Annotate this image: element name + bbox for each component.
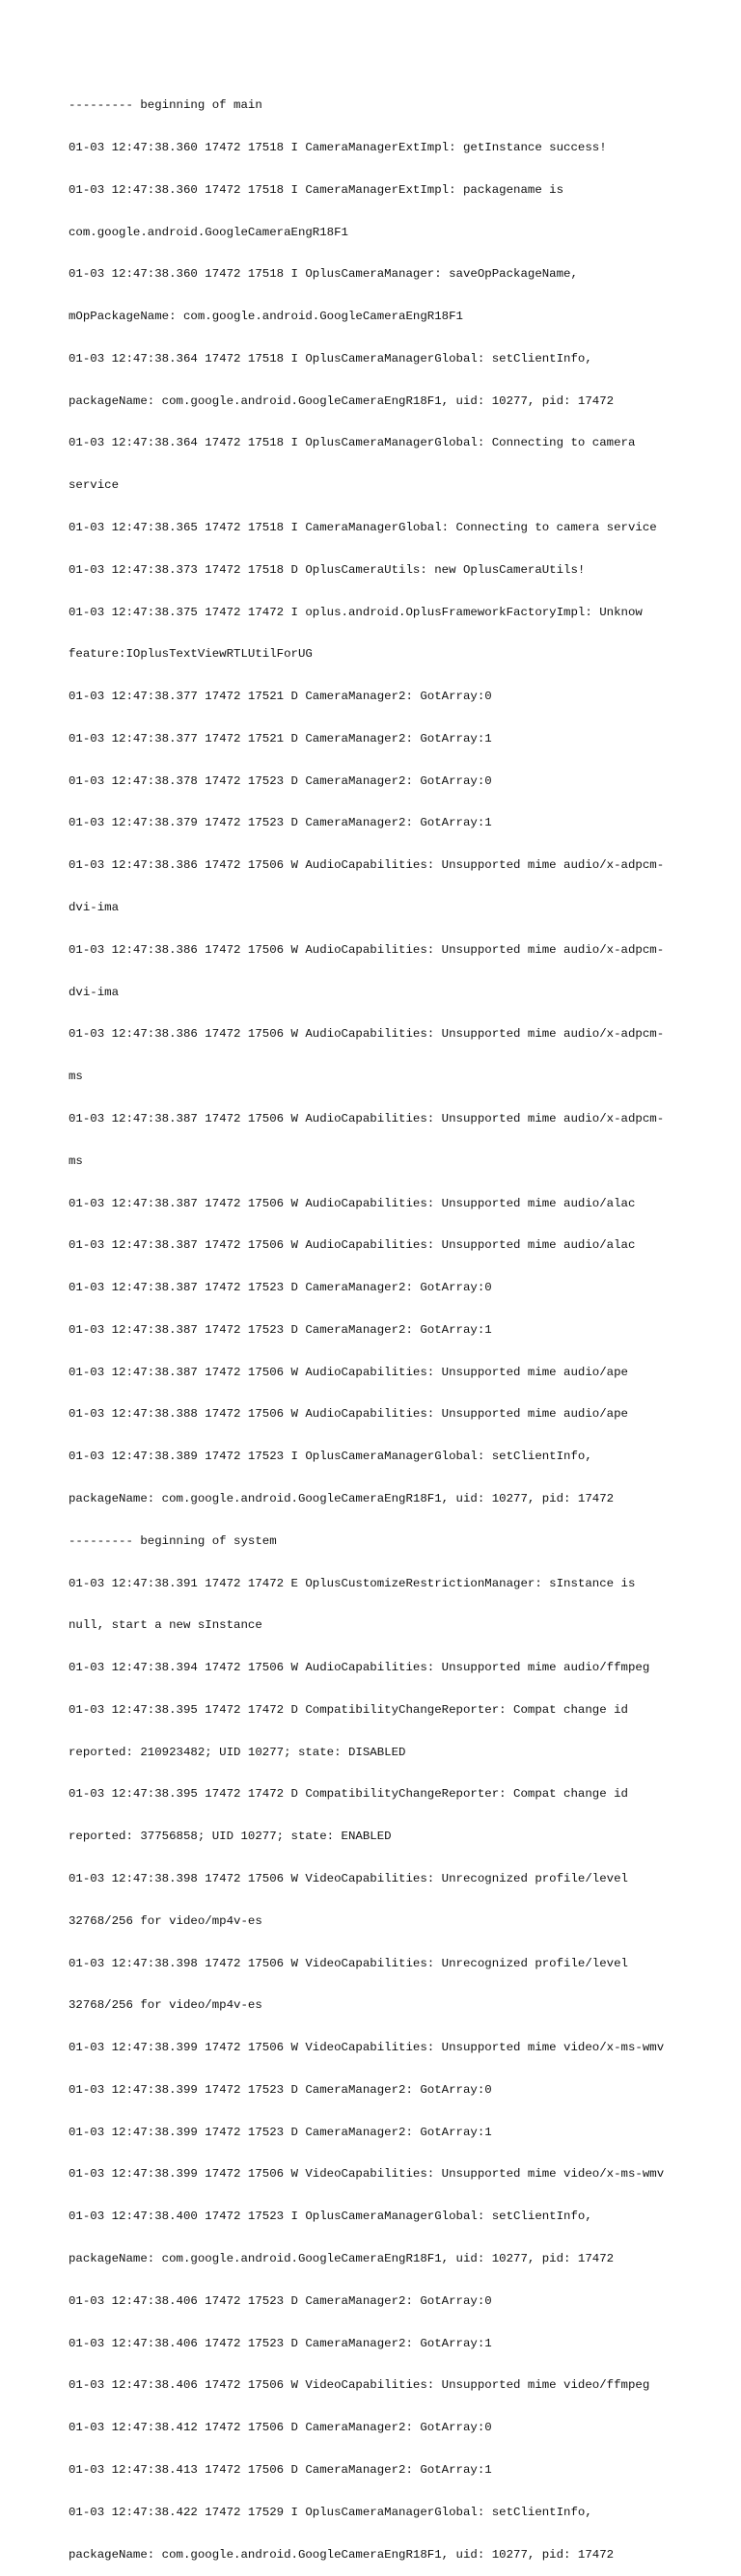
log-line: 01-03 12:47:38.395 17472 17472 D CompatibilityChangeReporter: Compat change id: [69, 1702, 628, 1717]
log-line: 01-03 12:47:38.406 17472 17523 D CameraManager2: GotArray:1: [69, 2336, 492, 2350]
log-line: 01-03 12:47:38.360 17472 17518 I CameraManagerExtImpl: getInstance success!: [69, 140, 607, 154]
log-line: service: [69, 478, 120, 493]
log-line: 01-03 12:47:38.395 17472 17472 D CompatibilityChangeReporter: Compat change id: [69, 1787, 628, 1802]
log-line: 01-03 12:47:38.413 17472 17506 D CameraManager2: GotArray:1: [69, 2462, 492, 2477]
log-line: 01-03 12:47:38.387 17472 17506 W AudioCapabilities: Unsupported mime audio/alac: [69, 1196, 636, 1210]
log-line: 01-03 12:47:38.412 17472 17506 D CameraManager2: GotArray:0: [69, 2421, 492, 2435]
log-line: 01-03 12:47:38.364 17472 17518 I OplusCameraManagerGlobal: Connecting to camera: [69, 436, 636, 450]
log-line: 01-03 12:47:38.387 17472 17506 W AudioCapabilities: Unsupported mime audio/ape: [69, 1365, 628, 1379]
log-line: 01-03 12:47:38.406 17472 17523 D CameraManager2: GotArray:0: [69, 2293, 492, 2308]
log-line: dvi-ima: [69, 985, 120, 999]
log-line: 01-03 12:47:38.399 17472 17506 W VideoCapabilities: Unsupported mime video/x-ms-wmv: [69, 2041, 665, 2055]
log-line: 01-03 12:47:38.375 17472 17472 I oplus.android.OplusFrameworkFactoryImpl: Unknow: [69, 605, 643, 619]
log-line: ms: [69, 1070, 83, 1084]
log-line: 01-03 12:47:38.422 17472 17529 I OplusCameraManagerGlobal: setClientInfo,: [69, 2505, 592, 2519]
log-line: 01-03 12:47:38.400 17472 17523 I OplusCameraManagerGlobal: setClientInfo,: [69, 2210, 592, 2224]
log-line: 01-03 12:47:38.378 17472 17523 D CameraManager2: GotArray:0: [69, 773, 492, 788]
log-line: 01-03 12:47:38.387 17472 17506 W AudioCapabilities: Unsupported mime audio/alac: [69, 1238, 636, 1253]
log-line: 01-03 12:47:38.373 17472 17518 D OplusCameraUtils: new OplusCameraUtils!: [69, 562, 586, 577]
log-line: 01-03 12:47:38.387 17472 17523 D CameraManager2: GotArray:0: [69, 1281, 492, 1295]
log-line: 01-03 12:47:38.399 17472 17523 D CameraManager2: GotArray:0: [69, 2082, 492, 2097]
log-line: reported: 210923482; UID 10277; state: DISABLED: [69, 1745, 406, 1759]
log-line: 01-03 12:47:38.386 17472 17506 W AudioCapabilities: Unsupported mime audio/x-adpcm-: [69, 1027, 665, 1042]
log-line: 01-03 12:47:38.386 17472 17506 W AudioCapabilities: Unsupported mime audio/x-adpcm-: [69, 942, 665, 957]
log-line: --------- beginning of main: [69, 98, 262, 113]
log-line: 01-03 12:47:38.386 17472 17506 W AudioCapabilities: Unsupported mime audio/x-adpcm-: [69, 858, 665, 873]
log-line: 01-03 12:47:38.377 17472 17521 D CameraManager2: GotArray:1: [69, 731, 492, 746]
log-line: 01-03 12:47:38.388 17472 17506 W AudioCapabilities: Unsupported mime audio/ape: [69, 1407, 628, 1422]
log-line: mOpPackageName: com.google.android.GoogleCameraEngR18F1: [69, 310, 463, 324]
log-line: 01-03 12:47:38.379 17472 17523 D CameraManager2: GotArray:1: [69, 816, 492, 830]
log-line: reported: 37756858; UID 10277; state: ENABLED: [69, 1830, 392, 1844]
log-line: feature:IOplusTextViewRTLUtilForUG: [69, 647, 313, 662]
log-line: 01-03 12:47:38.398 17472 17506 W VideoCapabilities: Unrecognized profile/level: [69, 1956, 628, 1970]
log-line: 01-03 12:47:38.365 17472 17518 I CameraManagerGlobal: Connecting to camera service: [69, 521, 657, 534]
log-line: 01-03 12:47:38.399 17472 17506 W VideoCapabilities: Unsupported mime video/x-ms-wmv: [69, 2167, 665, 2182]
log-output: [69, 70, 686, 2576]
log-line: 01-03 12:47:38.364 17472 17518 I OplusCameraManagerGlobal: setClientInfo,: [69, 351, 592, 366]
log-line: null, start a new sInstance: [69, 1618, 262, 1633]
log-line: 01-03 12:47:38.398 17472 17506 W VideoCapabilities: Unrecognized profile/level: [69, 1872, 628, 1885]
log-line: --------- beginning of system: [69, 1533, 277, 1548]
log-line: 01-03 12:47:38.389 17472 17523 I OplusCameraManagerGlobal: setClientInfo,: [69, 1450, 592, 1464]
log-line: 01-03 12:47:38.387 17472 17523 D CameraManager2: GotArray:1: [69, 1322, 492, 1337]
log-line: 01-03 12:47:38.391 17472 17472 E OplusCustomizeRestrictionManager: sInstance is: [69, 1576, 636, 1590]
log-line: 01-03 12:47:38.406 17472 17506 W VideoCapabilities: Unsupported mime video/ffmpeg: [69, 2378, 650, 2393]
log-line: ms: [69, 1153, 83, 1168]
log-line: com.google.android.GoogleCameraEngR18F1: [69, 225, 348, 239]
log-line: packageName: com.google.android.GoogleCameraEngR18F1, uid: 10277, pid: 17472: [69, 2252, 615, 2266]
log-line: 01-03 12:47:38.360 17472 17518 I OplusCameraManager: saveOpPackageName,: [69, 267, 578, 282]
log-line: 01-03 12:47:38.377 17472 17521 D CameraManager2: GotArray:0: [69, 690, 492, 704]
log-line: 01-03 12:47:38.394 17472 17506 W AudioCapabilities: Unsupported mime audio/ffmpeg: [69, 1661, 650, 1675]
log-line: packageName: com.google.android.GoogleCameraEngR18F1, uid: 10277, pid: 17472: [69, 1491, 615, 1505]
log-line: 01-03 12:47:38.387 17472 17506 W AudioCapabilities: Unsupported mime audio/x-adpcm-: [69, 1111, 665, 1125]
log-line: 32768/256 for video/mp4v-es: [69, 1998, 262, 2013]
log-line: 32768/256 for video/mp4v-es: [69, 1913, 262, 1928]
log-line: dvi-ima: [69, 901, 120, 915]
log-line: packageName: com.google.android.GoogleCameraEngR18F1, uid: 10277, pid: 17472: [69, 2547, 615, 2562]
log-line: 01-03 12:47:38.399 17472 17523 D CameraManager2: GotArray:1: [69, 2125, 492, 2139]
log-line: packageName: com.google.android.GoogleCameraEngR18F1, uid: 10277, pid: 17472: [69, 393, 615, 408]
log-line: 01-03 12:47:38.360 17472 17518 I CameraManagerExtImpl: packagename is: [69, 182, 564, 197]
